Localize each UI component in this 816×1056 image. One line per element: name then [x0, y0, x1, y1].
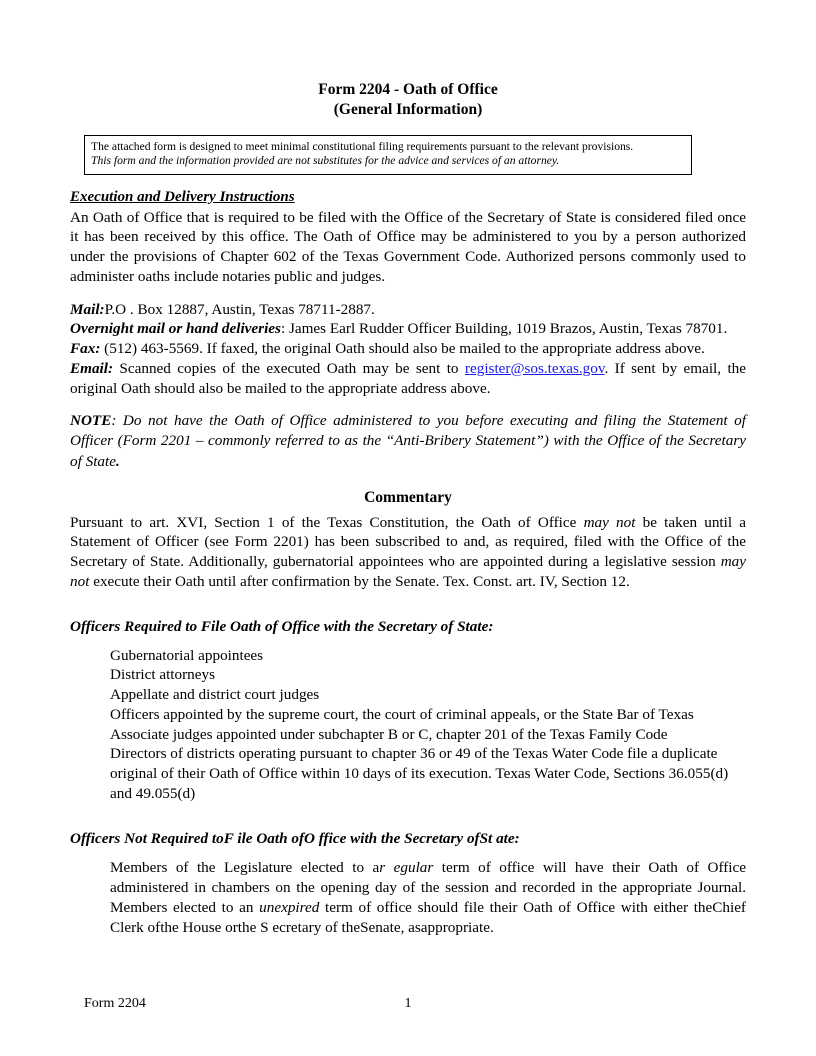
- commentary-emphasis-1: may not: [583, 513, 636, 531]
- commentary-paragraph: [70, 513, 746, 592]
- mail-value: P.O . Box 12887, Austin, Texas 78711-2887.: [104, 300, 375, 318]
- footer-page-number: 1: [404, 996, 412, 1011]
- page-footer: [70, 996, 746, 1014]
- overnight-line: [70, 319, 746, 339]
- title-line-1: Form 2204 - Oath of Office: [318, 81, 498, 98]
- notice-line-1: The attached form is designed to meet minimal constitutional filing requirements pursuant to the relevant provisions.: [91, 139, 634, 153]
- not-required-paragraph: [110, 858, 746, 938]
- footer-form-label: Form 2204: [84, 996, 146, 1011]
- note-text: : Do not have the Oath of Office administered to you before executing and filing the Statement of Officer (Form 2201 – commonly referred to as the “Anti-Bribery Statement”) with the Office of the Secretary of State: [70, 412, 746, 470]
- not-required-emphasis-2: unexpired: [259, 898, 320, 916]
- list-item: Gubernatorial appointees: [110, 646, 264, 664]
- not-required-part-1: Members of the Legislature elected to a: [110, 858, 380, 876]
- required-officers-heading: [70, 618, 746, 636]
- list-item: Officers appointed by the supreme court, the court of criminal appeals, or the State Bar of Texas: [110, 705, 694, 723]
- required-officers-list: [70, 646, 746, 804]
- fax-line: [70, 339, 746, 359]
- email-label: Email:: [70, 359, 114, 377]
- commentary-part-1: Pursuant to art. XVI, Section 1 of the Texas Constitution, the Oath of Office: [70, 513, 584, 531]
- commentary-part-3: execute their Oath until after confirmation by the Senate. Tex. Const. art. IV, Section 12.: [89, 572, 630, 590]
- execution-heading: Execution and Delivery Instructions: [70, 188, 295, 205]
- page-title: [70, 80, 746, 121]
- not-required-officers-heading-text: Officers Not Required toF ile Oath ofO ffice with the Secretary ofSt ate: [70, 829, 515, 847]
- overnight-label: Overnight mail or hand deliveries: [70, 320, 281, 338]
- email-post-text: . If sent by email, the original Oath should also be mailed to the appropriate address above.: [70, 359, 747, 397]
- fax-label: Fax:: [70, 340, 101, 358]
- not-required-part-3: term of office should file their Oath of Office with either theChief Clerk ofthe House orthe S ecretary of theSenate, asappropriate.: [110, 898, 746, 936]
- title-line-2: (General Information): [333, 101, 483, 119]
- required-officers-heading-text: Officers Required to File Oath of Office with the Secretary of State: [70, 617, 489, 635]
- mail-line: [70, 300, 746, 320]
- not-required-emphasis-1: r egular: [379, 858, 434, 876]
- not-required-officers-heading-colon: :: [514, 829, 520, 847]
- commentary-emphasis-2: may not: [70, 553, 746, 590]
- note-label: NOTE: [70, 412, 112, 430]
- overnight-value: : James Earl Rudder Officer Building, 1019 Brazos, Austin, Texas 78701.: [280, 320, 728, 338]
- list-item: Appellate and district court judges: [110, 686, 320, 704]
- commentary-part-2: be taken until a Statement of Officer (see Form 2201) has been subscribed to and, as required, filed with the Office of the Secretary of State. Additionally, gubernatorial appointees who are appointed during a legislative session: [70, 513, 747, 571]
- not-required-officers-heading: [70, 830, 746, 848]
- not-required-part-2: term of office will have their Oath of Office administered in chambers on the opening day of the session and recorded in the appropriate Journal. Members elected to an: [110, 858, 747, 916]
- execution-paragraph: An Oath of Office that is required to be filed with the Office of the Secretary of State is considered filed once it has been received by this office. The Oath of Office may be administered to you by a person authorized under the provisions of Chapter 602 of the Texas Government Code. Authorized persons commonly used to administer oaths include notaries public and judges.: [70, 208, 746, 285]
- required-officers-heading-colon: :: [488, 617, 494, 635]
- note-period: .: [115, 452, 120, 470]
- notice-line-2: This form and the information provided are not substitutes for the advice and services of an attorney.: [91, 154, 560, 168]
- note-paragraph: [70, 411, 746, 471]
- notice-box: [84, 135, 692, 175]
- email-line: [70, 359, 746, 399]
- list-item: District attorneys: [110, 666, 216, 684]
- commentary-heading: Commentary: [364, 488, 452, 506]
- list-item: Directors of districts operating pursuant to chapter 36 or 49 of the Texas Water Code file a duplicate original of their Oath of Office within 10 days of its execution. Texas Water Code, Sections 36.055(d) and 49.055(d): [110, 745, 729, 802]
- mail-label: Mail:: [70, 300, 105, 318]
- email-link[interactable]: register@sos.texas.gov: [464, 359, 605, 377]
- email-pre-text: Scanned copies of the executed Oath may be sent to: [113, 359, 465, 377]
- fax-value: (512) 463-5569. If faxed, the original Oath should also be mailed to the appropriate address above.: [100, 340, 705, 358]
- list-item: Associate judges appointed under subchapter B or C, chapter 201 of the Texas Family Code: [110, 725, 668, 743]
